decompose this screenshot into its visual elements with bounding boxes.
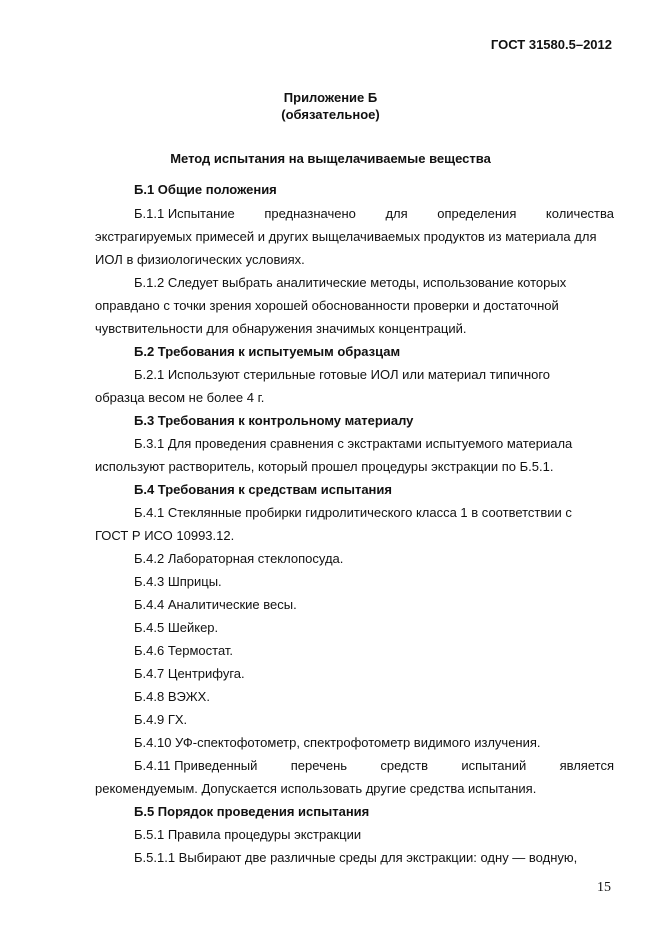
- para-b12-line2: оправдано с точки зрения хорошей обоснованности проверки и достаточной: [95, 298, 559, 313]
- list-item-b42: Б.4.2 Лабораторная стеклопосуда.: [134, 551, 344, 566]
- list-item-b43: Б.4.3 Шприцы.: [134, 574, 222, 589]
- section-heading-b2: Б.2 Требования к испытуемым образцам: [134, 344, 401, 359]
- appendix-status: (обязательное): [281, 107, 380, 122]
- para-b11-line2: экстрагируемых примесей и других выщелачиваемых продуктов из материала для: [95, 229, 597, 244]
- para-b12-line3: чувствительности для обнаружения значимых концентраций.: [95, 321, 467, 336]
- word: средств: [380, 758, 428, 773]
- subsection-b51: Б.5.1 Правила процедуры экстракции: [134, 827, 362, 842]
- list-item-b49: Б.4.9 ГХ.: [134, 712, 188, 727]
- list-item-b47: Б.4.7 Центрифуга.: [134, 666, 245, 681]
- word: предназначено: [264, 206, 356, 221]
- para-b21-line1: Б.2.1 Используют стерильные готовые ИОЛ или материал типичного: [134, 367, 551, 382]
- para-b41-line1: Б.4.1 Стеклянные пробирки гидролитического класса 1 в соответствии с: [134, 505, 572, 520]
- para-b31-line1: Б.3.1 Для проведения сравнения с экстрактами испытуемого материала: [134, 436, 573, 451]
- para-b31-line2: используют растворитель, который прошел процедуры экстракции по Б.5.1.: [95, 459, 554, 474]
- list-item-b46: Б.4.6 Термостат.: [134, 643, 234, 658]
- page-number: 15: [597, 880, 611, 895]
- list-item-b410: Б.4.10 УФ-спектофотометр, спектрофотометр видимого излучения.: [134, 735, 541, 750]
- para-b21-line2: образца весом не более 4 г.: [95, 390, 265, 405]
- list-item-b48: Б.4.8 ВЭЖХ.: [134, 689, 210, 704]
- section-heading-b1: Б.1 Общие положения: [134, 182, 277, 197]
- word: для: [385, 206, 408, 221]
- para-b411-line2: рекомендуемым. Допускается использовать другие средства испытания.: [95, 781, 537, 796]
- word: Б.4.11 Приведенный: [134, 758, 258, 773]
- appendix-heading: [0, 89, 661, 123]
- para-b11-line3: ИОЛ в физиологических условиях.: [95, 252, 305, 267]
- word: Б.1.1 Испытание: [134, 206, 235, 221]
- word: испытаний: [461, 758, 527, 773]
- document-code: ГОСТ 31580.5–2012: [490, 37, 612, 52]
- method-title: Метод испытания на выщелачиваемые вещества: [170, 151, 491, 166]
- section-heading-b4: Б.4 Требования к средствам испытания: [134, 482, 392, 497]
- list-item-b45: Б.4.5 Шейкер.: [134, 620, 219, 635]
- para-b41-line2: ГОСТ Р ИСО 10993.12.: [95, 528, 235, 543]
- para-b11-line1: [134, 205, 614, 223]
- appendix-title: Приложение Б: [283, 90, 378, 105]
- para-b511-line1: Б.5.1.1 Выбирают две различные среды для экстракции: одну — водную,: [134, 850, 578, 865]
- para-b12-line1: Б.1.2 Следует выбрать аналитические методы, использование которых: [134, 275, 567, 290]
- para-b411-line1: [134, 757, 614, 775]
- word: определения: [437, 206, 517, 221]
- section-heading-b5: Б.5 Порядок проведения испытания: [134, 804, 370, 819]
- word: является: [559, 758, 614, 773]
- section-heading-b3: Б.3 Требования к контрольному материалу: [134, 413, 414, 428]
- word: перечень: [290, 758, 348, 773]
- list-item-b44: Б.4.4 Аналитические весы.: [134, 597, 297, 612]
- word: количества: [545, 206, 614, 221]
